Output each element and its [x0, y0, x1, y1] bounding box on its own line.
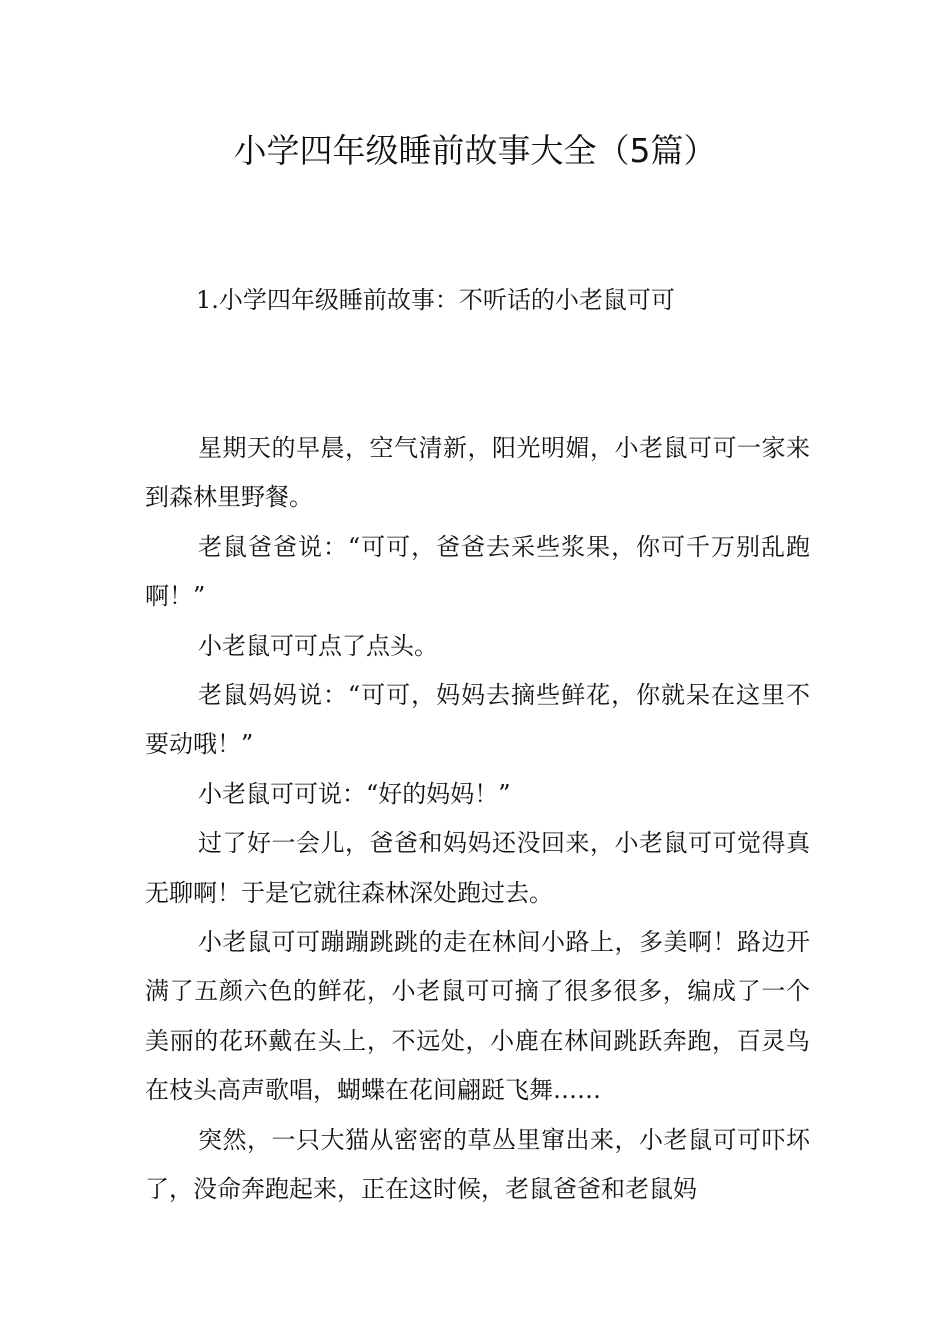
paragraph: 小老鼠可可说：“好的妈妈！” [198, 779, 511, 808]
document-title: 小学四年级睡前故事大全（5篇） [233, 131, 717, 170]
paragraph: 星期天的早晨，空气清新，阳光明媚，小老鼠可可一家来到森林里野餐。 [145, 434, 810, 512]
paragraph: 小老鼠可可点了点头。 [198, 631, 438, 660]
paragraph: 小老鼠可可蹦蹦跳跳的走在林间小路上，多美啊！路边开满了五颜六色的鲜花，小老鼠可可摘了很多很多，编成了一个美丽的花环戴在头上，不远处，小鹿在林间跳跃奔跑，百灵鸟在枝头高声歌唱，蝴蝶在花间翩跹飞舞…… [145, 928, 810, 1105]
story-body [145, 424, 810, 1215]
paragraph: 突然，一只大猫从密密的草丛里窜出来，小老鼠可可吓坏了，没命奔跑起来，正在这时候，老鼠爸爸和老鼠妈 [145, 1125, 810, 1204]
paragraph: 老鼠爸爸说：“可可，爸爸去采些浆果，你可千万别乱跑啊！” [145, 532, 810, 611]
section-heading: 1.小学四年级睡前故事：不听话的小老鼠可可 [196, 286, 675, 314]
paragraph: 过了好一会儿，爸爸和妈妈还没回来，小老鼠可可觉得真无聊啊！于是它就往森林深处跑过去。 [145, 829, 810, 907]
paragraph: 老鼠妈妈说：“可可，妈妈去摘些鲜花，你就呆在这里不要动哦！” [145, 681, 810, 759]
